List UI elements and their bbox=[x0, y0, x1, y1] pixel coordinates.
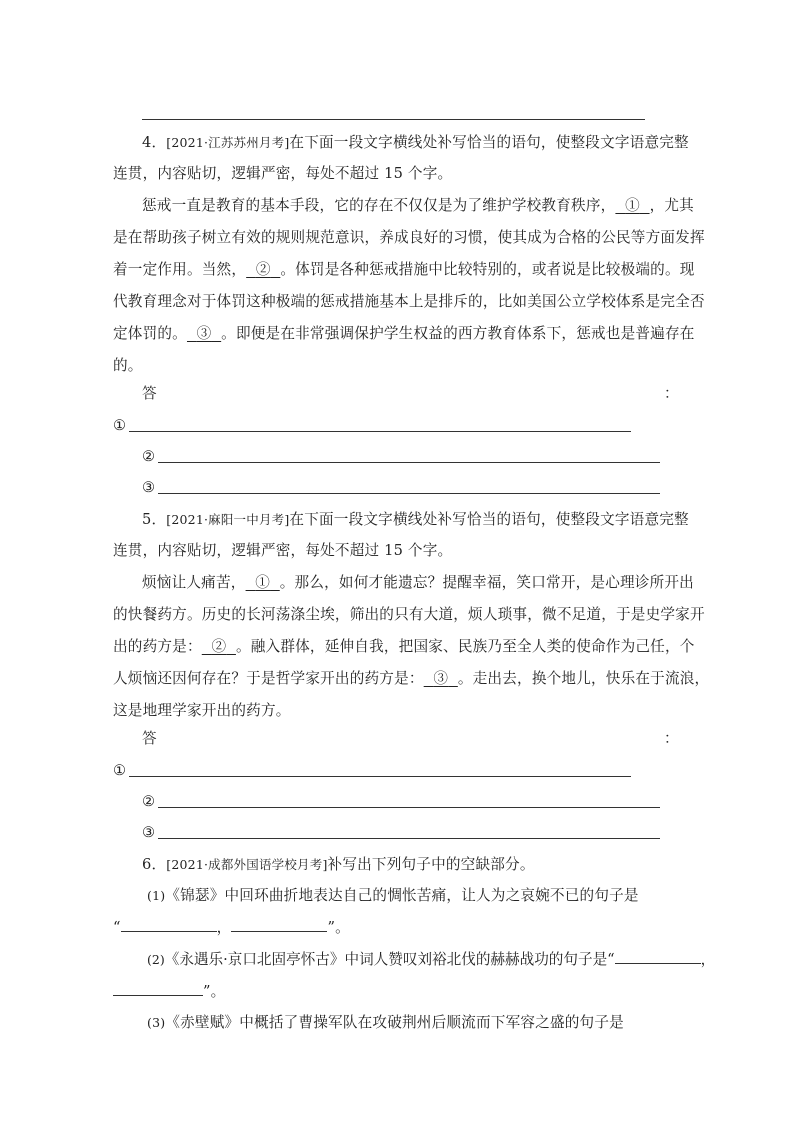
answer-line-top[interactable] bbox=[142, 119, 645, 120]
q5-blank-2-mark: ② bbox=[211, 638, 227, 655]
q4-number: 4． bbox=[142, 134, 167, 151]
q4-text: 定体罚的。 bbox=[113, 325, 187, 342]
q5-text: 。那么，如何才能遗忘？提醒幸福，笑口常开，是心理诊所开出 bbox=[279, 574, 694, 591]
q4-answer-mark-3: ③ bbox=[142, 479, 156, 496]
q5-text: 烦恼让人痛苦， bbox=[142, 574, 246, 591]
q4-paragraph-line6: 的。 bbox=[113, 357, 143, 374]
q4-text: 。体罚是各种惩戒措施中比较特别的，或者说是比较极端的。现 bbox=[280, 261, 695, 278]
q6-sentence-2-text: 《永遇乐·京口北固亭怀古》中词人赞叹刘裕北伐的赫赫战功的句子是“ bbox=[164, 951, 615, 968]
q6-sentence-1-text: 《锦瑟》中回环曲折地表达自己的惆怅苦痛，让人为之哀婉不已的句子是 bbox=[165, 887, 639, 904]
q4-paragraph-line1 bbox=[142, 196, 694, 216]
q4-text: 惩戒一直是教育的基本手段，它的存在不仅仅是为了维护学校教育秩序， bbox=[142, 197, 616, 214]
q6-header-rest: 补写出下列句子中的空缺部分。 bbox=[327, 856, 535, 873]
q4-text: 着一定作用。当然， bbox=[113, 261, 247, 278]
q5-blank-3-mark: ③ bbox=[433, 670, 449, 687]
q6-sentence-2 bbox=[147, 949, 715, 970]
q6-s2-blank-1[interactable] bbox=[615, 949, 701, 964]
q5-answer-label: 答 bbox=[142, 730, 157, 747]
q4-text: 。即便是在非常强调保护学生权益的西方教育体系下，惩戒也是普遍存在 bbox=[221, 325, 695, 342]
q6-sentence-1-blanks bbox=[113, 917, 350, 938]
q5-answer-line-3[interactable] bbox=[158, 838, 660, 839]
q5-text: 。融入群体，延伸自我，把国家、民族乃至全人类的使命作为己任，个 bbox=[235, 638, 695, 655]
q6-s2-blank-2[interactable] bbox=[113, 981, 203, 996]
q4-paragraph-line2: 是在帮助孩子树立有效的规则规范意识，养成良好的习惯，使其成为合格的公民等方面发挥 bbox=[113, 229, 705, 246]
q4-paragraph-line4: 代教育理念对于体罚这种极端的惩戒措施基本上是排斥的，比如美国公立学校体系是完全否 bbox=[113, 293, 705, 310]
q5-answer-mark-2: ② bbox=[142, 793, 156, 810]
q5-answer-mark-3: ③ bbox=[142, 824, 156, 841]
q5-paragraph-line1 bbox=[142, 573, 694, 593]
q4-answer-colon: ： bbox=[664, 385, 679, 402]
q5-paragraph-line3 bbox=[113, 637, 695, 657]
q5-blank-1[interactable] bbox=[246, 574, 280, 591]
q5-answer-line-2[interactable] bbox=[158, 807, 660, 808]
q6-comma: ， bbox=[700, 951, 716, 968]
q6-source: [2021·成都外国语学校月考] bbox=[166, 857, 328, 872]
q4-answer-line-2[interactable] bbox=[158, 462, 660, 463]
q5-paragraph-line5: 这是地理学家开出的药方。 bbox=[113, 702, 291, 719]
q5-header-rest: 在下面一段文字横线处补写恰当的语句，使整段文字语意完整 bbox=[289, 511, 689, 528]
q5-text: 。走出去，换个地儿，快乐在于流浪， bbox=[457, 670, 710, 687]
q5-number: 5． bbox=[142, 511, 167, 528]
q6-s1-blank-1[interactable] bbox=[121, 917, 217, 932]
q5-answer-line-1[interactable] bbox=[129, 776, 631, 777]
q4-paragraph-line3 bbox=[113, 260, 695, 280]
q4-header-rest: 在下面一段文字横线处补写恰当的语句，使整段文字语意完整 bbox=[289, 134, 689, 151]
q5-text: 人烦恼还因何存在？于是哲学家开出的药方是： bbox=[113, 670, 424, 687]
q6-number: 6． bbox=[142, 856, 167, 873]
q5-source: [2021·麻阳一中月考] bbox=[166, 512, 290, 527]
q4-header-line2: 连贯，内容贴切，逻辑严密，每处不超过 15 个字。 bbox=[113, 165, 453, 182]
q4-blank-2[interactable] bbox=[246, 261, 280, 278]
q5-paragraph-line4 bbox=[113, 669, 709, 689]
q5-paragraph-line2: 的快餐药方。历史的长河荡涤尘埃，筛出的只有大道，烦人琐事，微不足道，于是史学家开 bbox=[113, 606, 705, 623]
q6-sentence-2-line2 bbox=[113, 981, 225, 1002]
q6-comma: ， bbox=[216, 919, 232, 936]
q4-source: [2021·江苏苏州月考] bbox=[166, 135, 290, 150]
q6-sentence-2-number: (2) bbox=[147, 952, 165, 967]
q5-blank-1-mark: ① bbox=[255, 574, 271, 591]
q4-blank-2-mark: ② bbox=[255, 261, 271, 278]
q6-sentence-3-number: (3) bbox=[147, 1015, 166, 1030]
q6-quote-open: “ bbox=[113, 919, 121, 936]
q4-header bbox=[142, 133, 689, 153]
q4-blank-1-mark: ① bbox=[625, 197, 640, 214]
q5-answer-colon: ： bbox=[664, 730, 679, 747]
q5-text: 出的药方是： bbox=[113, 638, 202, 655]
q4-text: ，尤其 bbox=[649, 197, 694, 214]
q4-blank-1[interactable] bbox=[615, 197, 649, 214]
q4-answer-label: 答 bbox=[142, 385, 157, 402]
q5-header-line2: 连贯，内容贴切，逻辑严密，每处不超过 15 个字。 bbox=[113, 542, 453, 559]
q5-blank-3[interactable] bbox=[424, 670, 458, 687]
q6-quote-close: ”。 bbox=[203, 983, 226, 1000]
q6-quote-close: ”。 bbox=[327, 919, 350, 936]
q4-answer-line-3[interactable] bbox=[158, 493, 660, 494]
q4-blank-3-mark: ③ bbox=[196, 325, 212, 342]
q4-answer-mark-2: ② bbox=[142, 448, 156, 465]
q5-answer-mark-1: ① bbox=[113, 762, 127, 779]
q6-sentence-1 bbox=[147, 886, 639, 906]
q4-blank-3[interactable] bbox=[187, 325, 221, 342]
q6-sentence-1-number: (1) bbox=[147, 888, 166, 903]
q6-sentence-3 bbox=[147, 1013, 624, 1033]
q4-answer-line-1[interactable] bbox=[129, 431, 631, 432]
q4-paragraph-line5 bbox=[113, 324, 695, 344]
q6-sentence-3-text: 《赤壁赋》中概括了曹操军队在攻破荆州后顺流而下军容之盛的句子是 bbox=[165, 1014, 624, 1031]
q5-header bbox=[142, 510, 689, 530]
q6-header bbox=[142, 855, 535, 875]
q4-answer-mark-1: ① bbox=[113, 417, 127, 434]
q5-blank-2[interactable] bbox=[202, 638, 236, 655]
q6-s1-blank-2[interactable] bbox=[231, 917, 327, 932]
